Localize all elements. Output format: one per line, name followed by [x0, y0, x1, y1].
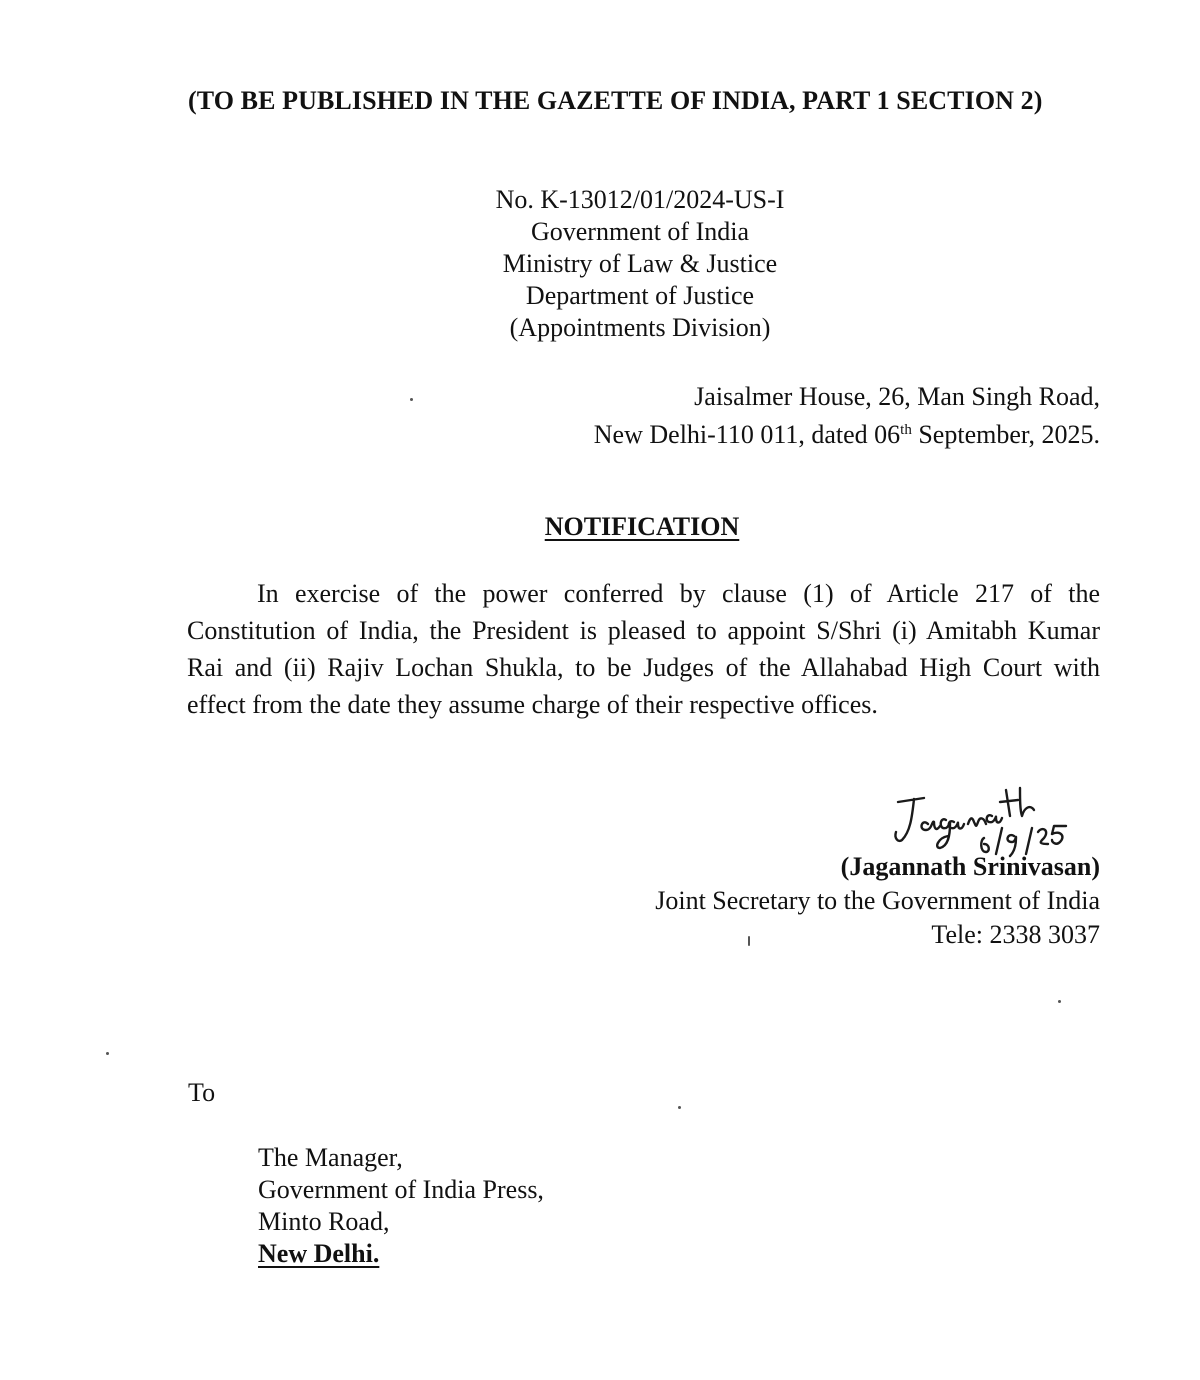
scan-speck: [1058, 1000, 1061, 1003]
scan-speck: [678, 1106, 681, 1109]
reference-block: [440, 184, 840, 344]
department-name: Department of Justice: [525, 281, 755, 310]
signatory-block: [655, 850, 1100, 952]
gazette-publication-header: (TO BE PUBLISHED IN THE GAZETTE OF INDIA, PART 1 SECTION 2): [188, 86, 1043, 115]
notification-body: [187, 575, 1100, 723]
addressee-city: New Delhi.: [258, 1239, 380, 1268]
signatory-name: (Jagannath Srinivasan): [840, 852, 1100, 881]
body-line-3: Rai and (ii) Rajiv Lochan Shukla, to be Judges of the Allahabad High Court with: [187, 653, 1100, 682]
addressee-line-3: Minto Road,: [258, 1207, 390, 1236]
addressee-line-1: The Manager,: [258, 1143, 403, 1172]
signatory-designation: Joint Secretary to the Government of India: [655, 886, 1100, 915]
office-address-block: [594, 378, 1100, 454]
scan-speck: [106, 1052, 109, 1055]
handwritten-signature: [888, 780, 1088, 860]
ministry-name: Ministry of Law & Justice: [502, 249, 778, 278]
address-date-line: [594, 416, 1100, 454]
body-line-4: effect from the date they assume charge of their respective offices.: [187, 690, 878, 719]
division-name: (Appointments Division): [509, 313, 771, 342]
file-number: No. K-13012/01/2024-US-I: [495, 185, 785, 214]
scan-speck: [748, 936, 750, 946]
address-date-suffix: September, 2025.: [911, 420, 1100, 449]
addressee-block: [258, 1142, 544, 1270]
body-line-1: In exercise of the power conferred by clause (1) of Article 217 of the: [257, 579, 1100, 608]
address-line-1: Jaisalmer House, 26, Man Singh Road,: [694, 382, 1100, 411]
date-ordinal-suffix: th: [900, 422, 912, 438]
notification-title: NOTIFICATION: [544, 512, 740, 541]
body-line-2: Constitution of India, the President is pleased to appoint S/Shri (i) Amitabh Kumar: [187, 616, 1100, 645]
government-name: Government of India: [530, 217, 750, 246]
addressee-line-2: Government of India Press,: [258, 1175, 544, 1204]
to-label: To: [188, 1078, 216, 1107]
scan-speck: [410, 398, 413, 401]
signatory-telephone: Tele: 2338 3037: [931, 920, 1100, 949]
address-date-prefix: New Delhi-110 011, dated 06: [593, 420, 901, 449]
